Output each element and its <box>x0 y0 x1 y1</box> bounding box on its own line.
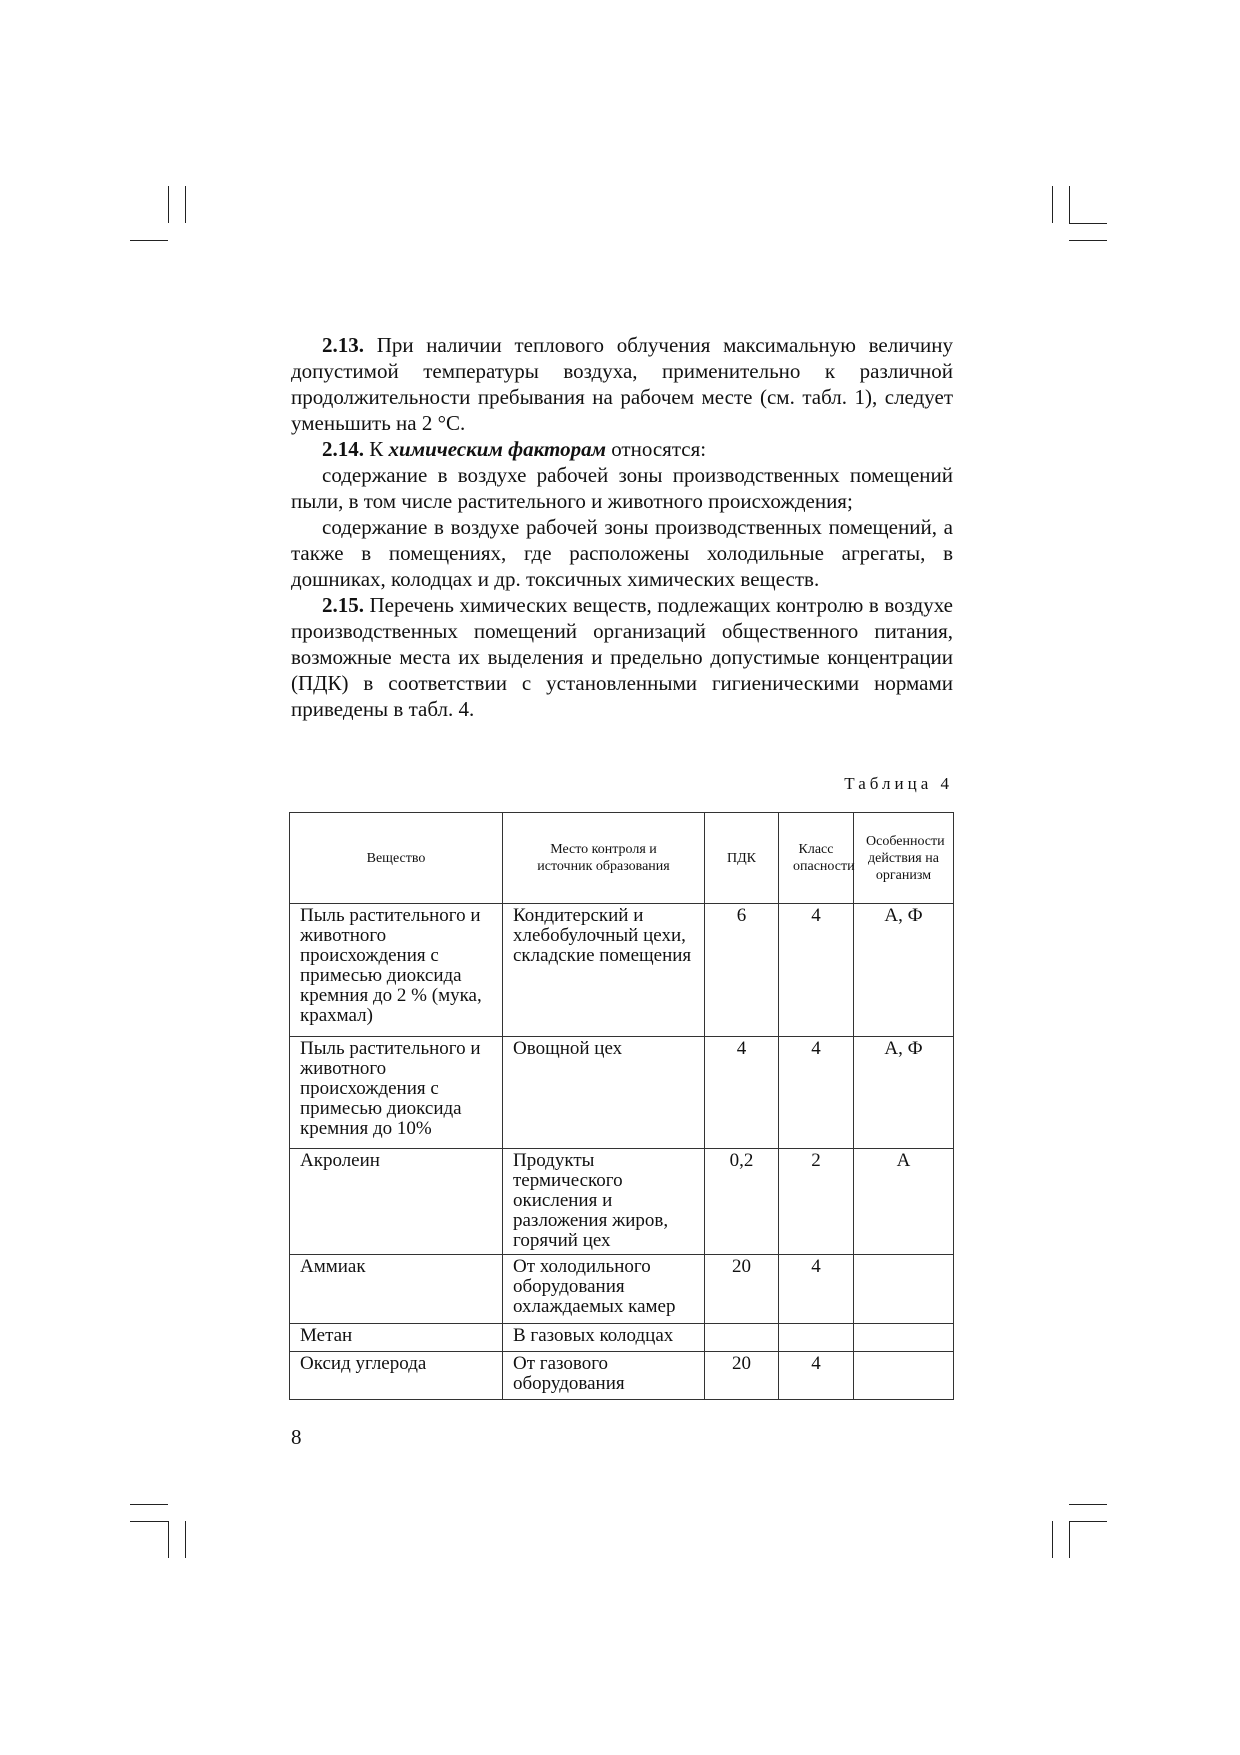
crop-mark <box>130 1504 168 1505</box>
cell-hazard-class: 4 <box>779 1255 854 1324</box>
table-container <box>289 812 953 1400</box>
cell-hazard-class: 4 <box>779 904 854 1037</box>
paragraph-2-13 <box>291 332 953 436</box>
substances-table <box>289 812 954 1400</box>
table-header-row <box>290 813 954 904</box>
paragraph-text: К <box>364 437 389 461</box>
cell-location: От холодильного оборудования охлаждаемых камер <box>503 1255 705 1324</box>
paragraph-2-15 <box>291 592 953 722</box>
table-caption: Таблица 4 <box>844 774 953 793</box>
crop-mark <box>1069 1521 1070 1558</box>
header-label: Особенности действия на организм <box>866 833 945 883</box>
cell-effects: А, Ф <box>854 1037 954 1149</box>
cell-substance: Оксид углерода <box>290 1352 503 1400</box>
crop-mark <box>130 240 168 241</box>
header-label: ПДК <box>727 850 756 866</box>
cell-substance: Метан <box>290 1324 503 1352</box>
section-number: 2.14. <box>322 437 364 461</box>
crop-mark <box>1069 1521 1107 1522</box>
cell-substance: Акролеин <box>290 1149 503 1255</box>
cell-effects: А, Ф <box>854 904 954 1037</box>
header-pdk <box>705 813 779 904</box>
crop-mark <box>1069 240 1107 241</box>
cell-location: Кондитерский и хлебобулочный цехи, складские помещения <box>503 904 705 1037</box>
cell-location: От газового оборудования <box>503 1352 705 1400</box>
table-row <box>290 1255 954 1324</box>
crop-mark <box>1069 1504 1107 1505</box>
header-substance <box>290 813 503 904</box>
crop-mark <box>185 186 186 223</box>
header-location <box>503 813 705 904</box>
header-label: Вещество <box>366 850 426 866</box>
paragraph-text: относятся: <box>605 437 707 461</box>
cell-pdk: 6 <box>705 904 779 1037</box>
cell-substance: Аммиак <box>290 1255 503 1324</box>
table-row <box>290 1037 954 1149</box>
table-row <box>290 1149 954 1255</box>
cell-location: В газовых колодцах <box>503 1324 705 1352</box>
header-effects <box>854 813 954 904</box>
section-number: 2.15. <box>322 593 364 617</box>
crop-mark <box>1069 223 1107 224</box>
cell-effects: А <box>854 1149 954 1255</box>
body-text <box>291 332 953 722</box>
cell-pdk: 0,2 <box>705 1149 779 1255</box>
cell-location: Продукты термического окисления и разложения жиров, горячий цех <box>503 1149 705 1255</box>
crop-mark <box>130 1521 168 1522</box>
header-hazard-class <box>779 813 854 904</box>
emphasis-term: химическим факторам <box>388 437 606 461</box>
header-label: Место контроля и источник образования <box>537 842 670 874</box>
cell-effects <box>854 1324 954 1352</box>
crop-mark <box>185 1521 186 1558</box>
cell-pdk: 20 <box>705 1352 779 1400</box>
crop-mark <box>168 186 169 223</box>
cell-hazard-class: 2 <box>779 1149 854 1255</box>
cell-effects <box>854 1352 954 1400</box>
cell-hazard-class: 4 <box>779 1352 854 1400</box>
page-number: 8 <box>291 1425 302 1449</box>
cell-hazard-class <box>779 1324 854 1352</box>
cell-substance: Пыль растительного и животного происхождения с примесью диоксида кремния до 2 % (мука, крахмал) <box>290 904 503 1037</box>
crop-mark <box>1052 186 1053 223</box>
crop-mark <box>168 1521 169 1558</box>
cell-pdk <box>705 1324 779 1352</box>
paragraph-2-14 <box>291 436 953 462</box>
paragraph-text: При наличии теплового облучения максимальную величину допустимой температуры воздуха, применительно к различной продолжительности пребывания на рабочем месте (см. табл. 1), следует уменьшить на 2 °С. <box>291 333 953 435</box>
cell-hazard-class: 4 <box>779 1037 854 1149</box>
crop-mark <box>1069 186 1070 223</box>
table-row <box>290 1352 954 1400</box>
section-number: 2.13. <box>322 333 364 357</box>
paragraph-text: Перечень химических веществ, подлежащих контролю в воздухе производственных помещений организаций общественного питания, возможные места их выделения и предельно допустимые концентрации (ПДК) в соответствии с установленными гигиеническими нормами приведены в табл. 4. <box>291 593 953 721</box>
cell-pdk: 20 <box>705 1255 779 1324</box>
table-row <box>290 1324 954 1352</box>
cell-location: Овощной цех <box>503 1037 705 1149</box>
table-row <box>290 904 954 1037</box>
cell-pdk: 4 <box>705 1037 779 1149</box>
cell-effects <box>854 1255 954 1324</box>
list-item: содержание в воздухе рабочей зоны производственных помещений, а также в помещениях, где расположены холодильные агрегаты, в дошниках, колодцах и др. токсичных химических веществ. <box>291 515 953 591</box>
crop-mark <box>1052 1521 1053 1558</box>
cell-substance: Пыль растительного и животного происхождения с примесью диоксида кремния до 10% <box>290 1037 503 1149</box>
header-label: Класс опасности <box>793 842 855 874</box>
list-item: содержание в воздухе рабочей зоны производственных помещений пыли, в том числе растительного и животного происхождения; <box>291 463 953 513</box>
